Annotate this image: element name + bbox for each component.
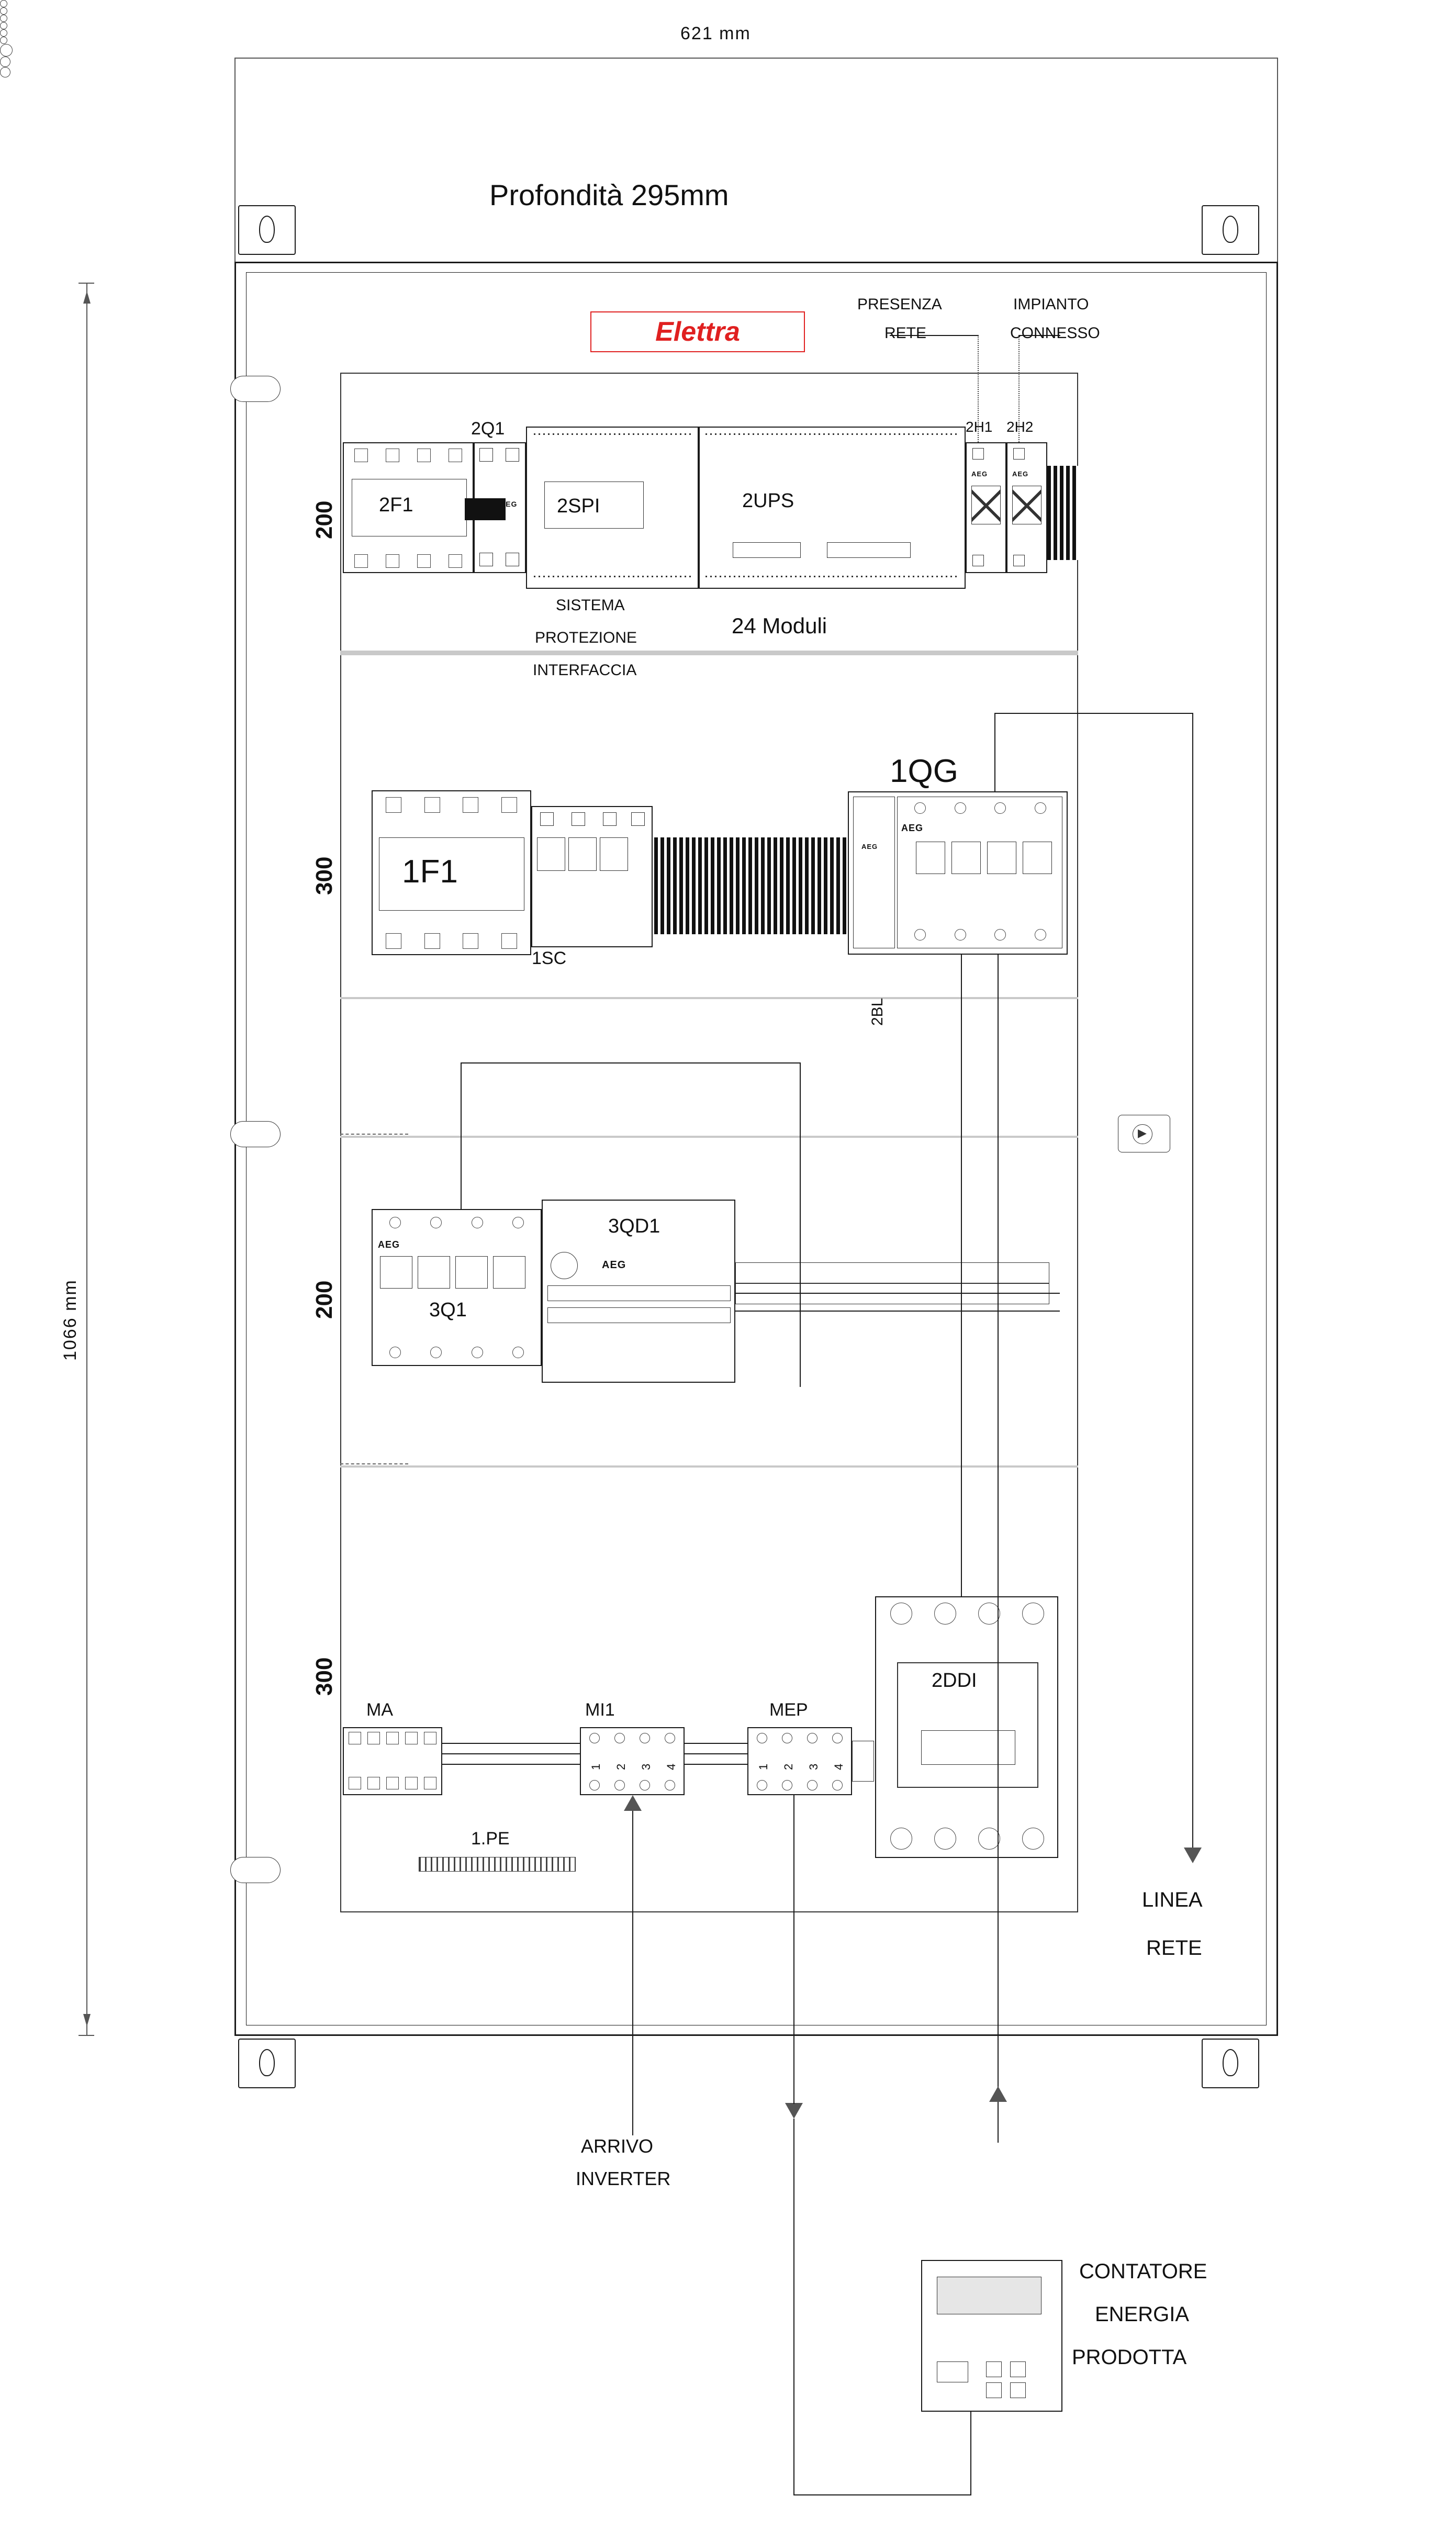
device-2q1-term-top (479, 448, 493, 462)
callout-impianto-connesso (1018, 335, 1020, 442)
width-dimension-label: 621 mm (680, 24, 751, 43)
height-dim-tick-bottom (79, 2035, 94, 2036)
device-1qg-aux-t1 (0, 57, 10, 67)
device-3q1-pole1 (380, 1256, 412, 1289)
wire-3q1-loop-up (461, 1062, 462, 1209)
device-1qg-pole2 (951, 842, 981, 874)
label-rete: RETE (884, 324, 927, 342)
device-2ups[interactable] (699, 427, 966, 589)
device-1sc-t4 (631, 812, 645, 826)
height-dimension-label: 1066 mm (60, 1279, 80, 1361)
label-arrivo: ARRIVO (581, 2135, 654, 2157)
device-2spi-bottom-dots (534, 576, 691, 577)
device-3qd1-busbar2 (735, 1283, 1049, 1304)
device-3q1-aeg: AEG (378, 1239, 400, 1250)
device-mep-terminals-bottom (749, 1777, 850, 1793)
device-mi1-terminals-top (582, 1730, 682, 1746)
wire-to-contatore-down2 (793, 2119, 794, 2495)
device-mi1-num-3: 3 (640, 1763, 653, 1770)
arrow-from-contatore (989, 2086, 1007, 2102)
device-3qd1-knob[interactable] (551, 1252, 578, 1279)
device-1qg-pole3 (987, 842, 1016, 874)
device-contatore-btn3[interactable] (1010, 2361, 1026, 2377)
row-height-label-2: 300 (311, 856, 337, 895)
row2-comb-filler (654, 837, 848, 934)
device-1f1-terminals-bottom (374, 930, 529, 953)
device-2h2-term-top (1013, 448, 1025, 460)
height-dim-tick-top (79, 283, 94, 284)
wire-arrivo-inverter (632, 1811, 633, 2135)
device-2q1-aeg-mark: AEG (500, 500, 518, 508)
device-mep-num-2: 2 (782, 1763, 795, 1770)
device-2bl-label: 2BL (869, 998, 886, 1026)
row-height-label-3: 200 (311, 1280, 337, 1319)
device-2ddi-display (921, 1730, 1015, 1765)
device-2q1-term-bot (479, 553, 493, 566)
hinge-bottom (230, 1857, 281, 1883)
device-contatore-btn4[interactable] (986, 2382, 1002, 2398)
device-1sc-mod1 (537, 837, 565, 871)
device-2spi-led3 (0, 15, 7, 22)
device-mi1-num-2: 2 (614, 1763, 628, 1770)
device-2h1-term-top (972, 448, 984, 460)
label-inverter: INVERTER (576, 2168, 671, 2189)
row-height-label-1: 200 (311, 500, 337, 539)
device-1f1-terminals-top (374, 793, 529, 816)
device-2spi-led1 (0, 0, 7, 7)
device-mi1-label: MI1 (585, 1700, 615, 1720)
row-dash-2 (340, 1134, 408, 1135)
device-2ups-slot-left (733, 542, 801, 558)
wire-mi1-to-mep-1 (685, 1743, 747, 1744)
depth-note: Profondità 295mm (489, 178, 729, 211)
label-interfaccia: INTERFACCIA (533, 662, 637, 679)
device-mi1-num-1: 1 (589, 1763, 602, 1770)
device-1pe (419, 1857, 576, 1872)
device-1qg-aux-aeg: AEG (861, 843, 878, 850)
wire-3q1-loop-top (461, 1062, 801, 1064)
wire-ma-to-mi1-1 (442, 1743, 581, 1744)
device-2ddi-terminals-top (879, 1602, 1055, 1626)
label-moduli: 24 Moduli (732, 613, 827, 638)
device-mi1-num-4: 4 (665, 1763, 678, 1770)
device-2h2-term-bot (1013, 555, 1025, 566)
row-height-label-4: 300 (311, 1657, 337, 1696)
row-dash-4 (340, 1463, 408, 1464)
device-1f1-label: 1F1 (402, 854, 458, 890)
callout-presenza-rete (978, 335, 979, 442)
label-contatore-1: CONTATORE (1079, 2260, 1207, 2283)
device-1qg-aux (853, 797, 895, 948)
device-2ddi-label: 2DDI (932, 1670, 977, 1692)
device-2h1-window (971, 486, 1001, 524)
device-2q1-term-top2 (506, 448, 519, 462)
device-1sc-t3 (603, 812, 617, 826)
device-ma-terminals-top (345, 1730, 440, 1746)
height-dim-arrow-top (83, 291, 91, 304)
row-divider-1 (340, 651, 1078, 655)
row-divider-4 (340, 1465, 1078, 1468)
brand-logo: Elettra (590, 311, 805, 352)
device-1qg-aux-t2 (0, 67, 10, 77)
label-rete-out: RETE (1146, 1936, 1202, 1960)
device-3q1-pole2 (418, 1256, 450, 1289)
device-contatore-btn5[interactable] (1010, 2382, 1026, 2398)
device-2f1-terminals-top (345, 445, 471, 466)
device-3qd1-busbar (735, 1262, 1049, 1283)
device-1sc-label: 1SC (532, 948, 567, 968)
wire-mi1-to-mep-3 (685, 1764, 747, 1765)
height-dimension-line (86, 283, 87, 2036)
device-3q1-terminals-bottom (375, 1343, 539, 1362)
device-2spi-top-dots (534, 433, 691, 435)
device-ma-terminals-bottom (345, 1775, 440, 1791)
device-1qg-aeg: AEG (901, 823, 924, 833)
device-3q1-terminals-top (375, 1213, 539, 1232)
arrow-arrivo-inverter (624, 1795, 642, 1811)
device-2h2-window (1012, 486, 1041, 524)
device-2ups-label: 2UPS (742, 490, 794, 512)
device-mep-end (852, 1741, 874, 1782)
arrow-to-contatore (785, 2103, 803, 2119)
device-2spi-led5 (0, 29, 7, 37)
wire-mi1-to-mep-2 (685, 1753, 747, 1754)
device-2spi-led6 (0, 37, 7, 44)
device-2spi-led4 (0, 22, 7, 29)
device-2f1-terminals-bottom (345, 551, 471, 572)
width-dimension-line (234, 58, 1278, 59)
keyhole-bl (259, 2049, 275, 2076)
device-2ups-bottom-dots (705, 576, 959, 577)
hinge-top (230, 376, 281, 402)
device-contatore-display (937, 2277, 1041, 2314)
device-2q1-label: 2Q1 (471, 419, 505, 439)
device-mep-label: MEP (769, 1700, 808, 1720)
hinge-middle (230, 1121, 281, 1147)
row-divider-2 (340, 997, 1078, 999)
label-presenza: PRESENZA (857, 296, 942, 313)
wire-3qd1-bus-right-1 (735, 1293, 1060, 1294)
wire-contatore-bottom (793, 2494, 971, 2495)
device-3q1-pole3 (455, 1256, 488, 1289)
device-3qd1-bar2 (547, 1307, 731, 1323)
door-lock-glyph: ▶ (1138, 1126, 1147, 1139)
device-1sc-t1 (540, 812, 554, 826)
label-sistema: SISTEMA (556, 597, 625, 614)
wire-1qg-down-a (961, 955, 962, 1596)
device-3qd1-label: 3QD1 (608, 1215, 660, 1237)
wire-1qg-down-b (998, 955, 999, 2143)
label-impianto: IMPIANTO (1013, 296, 1089, 313)
device-1qg-pole1 (916, 842, 945, 874)
device-2f1-label: 2F1 (379, 494, 413, 516)
label-connesso: CONNESSO (1010, 324, 1100, 342)
wire-3qd1-bus-right-2 (735, 1311, 1060, 1312)
device-3qd1-aeg: AEG (602, 1259, 626, 1271)
device-1sc-t2 (572, 812, 585, 826)
device-1qg-terminals-top (900, 799, 1060, 818)
device-mep-num-1: 1 (757, 1763, 770, 1770)
device-1sc-mod2 (568, 837, 597, 871)
device-3qd1-bar1 (547, 1285, 731, 1301)
wire-to-contatore-down (793, 1795, 794, 2104)
device-2h1-aeg-mark: AEG (971, 470, 988, 478)
device-1pe-label: 1.PE (471, 1829, 510, 1849)
device-1sc[interactable] (531, 806, 653, 947)
wire-top-right-horizontal (994, 713, 1193, 714)
wire-right-bus-down (1192, 713, 1193, 1849)
device-ma-label: MA (366, 1700, 393, 1720)
device-2q1-term-bot2 (506, 553, 519, 566)
device-1qg-pole4 (1023, 842, 1052, 874)
device-1sc-mod3 (600, 837, 628, 871)
device-2spi-label: 2SPI (557, 495, 600, 517)
device-1qg-terminals-bottom (900, 925, 1060, 944)
label-contatore-3: PRODOTTA (1072, 2346, 1187, 2369)
device-3q1-label: 3Q1 (429, 1299, 467, 1321)
keyhole-br (1223, 2049, 1238, 2076)
wire-ma-to-mi1-3 (442, 1764, 581, 1765)
row-divider-3 (340, 1136, 1078, 1138)
device-mep-num-4: 4 (832, 1763, 845, 1770)
wire-ma-to-mi1-2 (442, 1753, 581, 1754)
device-2spi-led2 (0, 7, 7, 15)
wire-1qg-to-top-right (994, 713, 995, 791)
device-mep-num-3: 3 (807, 1763, 820, 1770)
keyhole-tr (1223, 216, 1238, 243)
device-2ups-top-dots (705, 433, 959, 435)
row1-filler (1047, 466, 1079, 560)
wire-3q1-loop-right (800, 1062, 801, 1387)
device-2ddi-terminals-bottom (879, 1827, 1055, 1851)
device-2h2-label: 2H2 (1006, 419, 1034, 435)
device-2h1-term-bot (972, 555, 984, 566)
height-dim-arrow-bottom (83, 2014, 91, 2027)
device-contatore-btn1[interactable] (937, 2361, 968, 2382)
label-contatore-2: ENERGIA (1095, 2303, 1190, 2326)
label-protezione: PROTEZIONE (535, 629, 637, 646)
device-mep-terminals-top (749, 1730, 850, 1746)
device-1qg-label: 1QG (890, 753, 958, 789)
device-2ups-indicator (0, 44, 13, 57)
device-2h2-aeg-mark: AEG (1012, 470, 1029, 478)
device-mi1-terminals-bottom (582, 1777, 682, 1793)
device-contatore-btn2[interactable] (986, 2361, 1002, 2377)
label-linea: LINEA (1142, 1888, 1203, 1911)
device-3q1-pole4 (493, 1256, 525, 1289)
arrow-linea-rete (1184, 1848, 1202, 1863)
device-2ups-slot-right (827, 542, 911, 558)
keyhole-tl (259, 216, 275, 243)
device-2h1-label: 2H1 (966, 419, 993, 435)
